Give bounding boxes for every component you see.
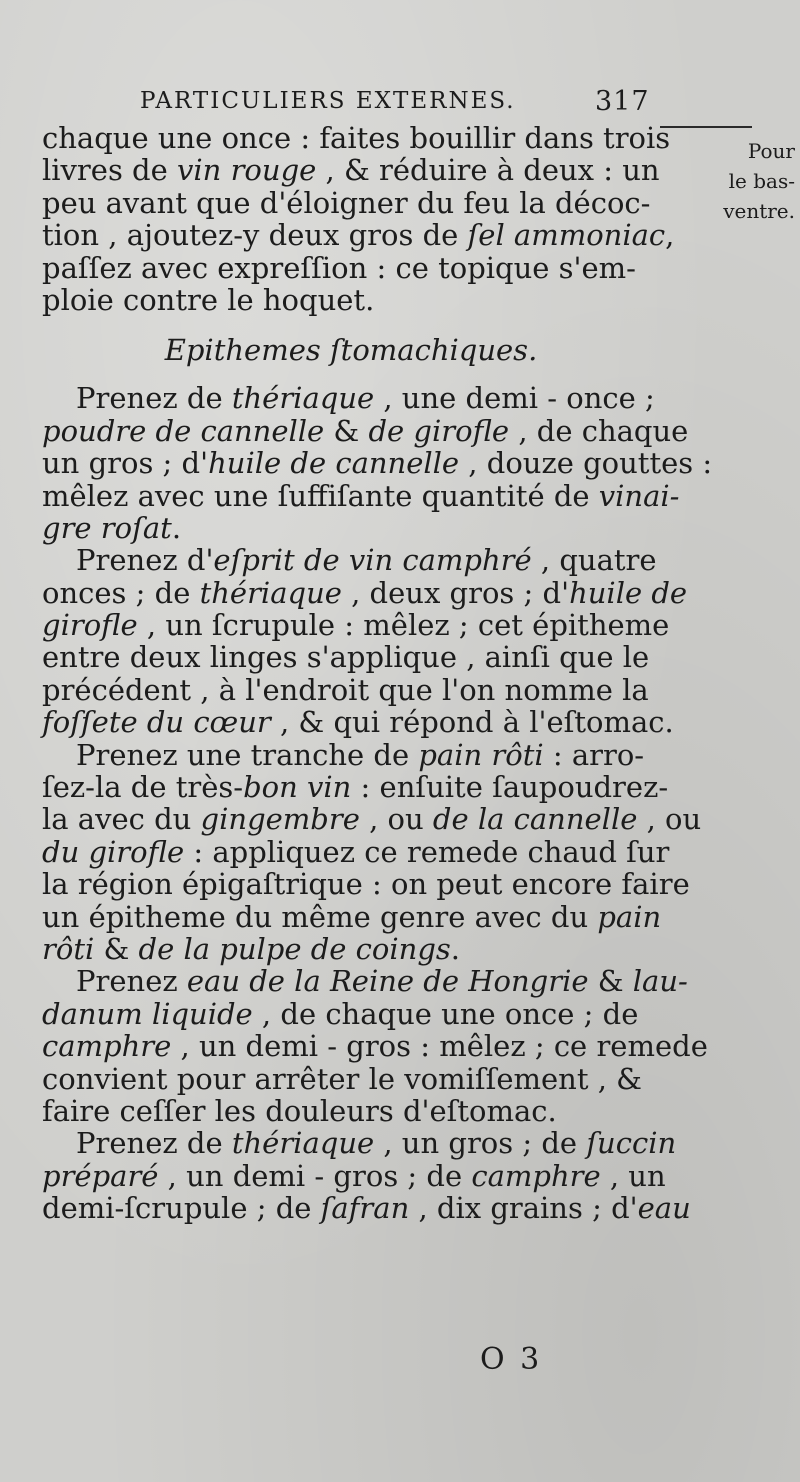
text-line <box>42 446 713 481</box>
text-line <box>42 154 660 186</box>
text-line <box>42 770 669 805</box>
text-run: , un ſcrupule : mêlez ; cet épitheme <box>137 608 670 643</box>
text-run: , douze gouttes : <box>459 446 713 481</box>
text-run: : arro- <box>543 737 645 772</box>
italic-run: ſel ammoniac <box>467 218 666 253</box>
text-run: : enſuite ſaupoudrez- <box>351 770 669 805</box>
text-line <box>42 739 660 771</box>
text-run: & <box>588 964 633 999</box>
text-line <box>42 1029 708 1064</box>
text-run: Prenez de <box>76 1126 232 1161</box>
text-run: Prenez <box>76 964 187 999</box>
text-run: , ou <box>637 802 702 837</box>
italic-run: thériaque <box>231 381 375 416</box>
text-run: tion , ajoutez-y deux gros de <box>42 218 468 253</box>
text-run: entre deux linges s'applique , ainſi que le <box>42 640 650 675</box>
italic-run: eau de la Reine de Hongrie <box>186 964 589 999</box>
text-line <box>42 705 674 740</box>
italic-run: danum liquide <box>42 996 253 1031</box>
italic-run: de la pulpe de coings <box>138 931 451 966</box>
text-line <box>42 1095 660 1127</box>
text-run: , <box>665 218 675 253</box>
text-line <box>42 478 680 513</box>
text-run: , quatre <box>531 543 657 578</box>
text-run: , une demi - once ; <box>374 381 655 416</box>
text-line <box>42 998 660 1030</box>
running-title: PARTICULIERS EXTERNES. <box>140 88 516 114</box>
text-run: faire ceſſer les douleurs d'eſtomac. <box>42 1093 557 1128</box>
italic-run: pain <box>597 899 662 934</box>
text-line <box>42 608 670 643</box>
italic-run: bon vin <box>243 770 352 805</box>
text-run: . <box>450 931 460 966</box>
text-line <box>42 802 702 837</box>
italic-run: lau- <box>632 964 688 999</box>
text-run: onces ; de <box>42 575 200 610</box>
italic-run: girofle <box>42 608 138 643</box>
text-line <box>42 834 670 869</box>
text-run: demi-ſcrupule ; de <box>42 1191 321 1226</box>
text-line <box>42 674 660 706</box>
running-header <box>140 86 660 117</box>
text-line <box>42 933 660 965</box>
italic-run: ſuccin <box>586 1126 677 1161</box>
text-run: Prenez de <box>76 381 232 416</box>
text-line <box>42 252 660 284</box>
text-run: , de chaque <box>509 413 689 448</box>
text-line <box>42 544 660 576</box>
section-title-text: Epithemes ſtomachiques. <box>164 333 538 368</box>
italic-run: du girofle <box>42 834 185 869</box>
text-line <box>42 1158 666 1193</box>
text-run: peu avant que d'éloigner du feu la décoc- <box>42 185 651 220</box>
text-line <box>42 218 675 253</box>
text-line <box>42 187 660 219</box>
italic-run: gre roſat <box>42 510 172 545</box>
text-run: la région épigaſtrique : on peut encore faire <box>42 867 690 902</box>
italic-run: huile de cannelle <box>208 446 460 481</box>
text-run: , de chaque une once ; de <box>252 996 639 1031</box>
margin-note-line: Pour <box>747 139 795 163</box>
italic-run: vinai- <box>598 478 680 513</box>
italic-run: thériaque <box>199 575 342 610</box>
text-line <box>42 964 688 999</box>
text-run: convient pour arrêter le vomiſſement , & <box>42 1061 642 1096</box>
text-run: livres de <box>42 153 178 188</box>
text-run: Prenez une tranche de <box>76 737 419 772</box>
text-run: : appliquez ce remede chaud ſur <box>184 834 670 869</box>
italic-run: poudre de cannelle <box>42 413 325 448</box>
italic-run: vin rouge <box>177 153 317 188</box>
text-run: , & qui répond à l'eſtomac. <box>270 705 674 740</box>
text-run: , deux gros ; d' <box>341 575 570 610</box>
italic-run: eau <box>637 1191 691 1226</box>
margin-note-line: le bas- <box>728 169 795 193</box>
page-number: 317 <box>595 86 650 117</box>
text-line <box>42 867 690 902</box>
text-run: précédent , à l'endroit que l'on nomme la <box>42 672 649 707</box>
text-line <box>42 641 660 673</box>
margin-rule <box>660 126 752 128</box>
margin-note-line: ventre. <box>723 199 795 223</box>
italic-run: camphre <box>471 1158 601 1193</box>
body-text <box>42 121 713 1226</box>
text-run: mêlez avec une ſuffiſante quantité de <box>42 478 599 513</box>
text-run: un gros ; d' <box>42 446 209 481</box>
text-line <box>42 121 671 155</box>
text-line <box>42 413 689 448</box>
text-run: Prenez d' <box>76 543 214 578</box>
text-run: ploie contre le hoquet. <box>42 282 375 317</box>
text-line <box>42 1191 691 1226</box>
text-run: ſez-la de très- <box>42 770 244 805</box>
text-run: la avec du <box>42 802 201 837</box>
text-line <box>42 1063 660 1095</box>
italic-run: pain rôti <box>418 737 544 772</box>
italic-run: rôti <box>42 931 95 966</box>
signature-mark: O 3 <box>480 1342 543 1377</box>
margin-note <box>670 136 795 226</box>
italic-run: de girofle <box>368 413 510 448</box>
italic-run: thériaque <box>231 1126 375 1161</box>
text-run: & <box>94 931 139 966</box>
text-run: , un <box>600 1158 666 1193</box>
text-line <box>42 382 660 414</box>
section-title <box>42 334 660 366</box>
text-run: , un demi - gros : mêlez ; ce remede <box>171 1029 708 1064</box>
text-run: paſſez avec expreſſion : ce topique s'em- <box>42 250 636 285</box>
text-run: un épitheme du même genre avec du <box>42 899 598 934</box>
italic-run: huile de <box>569 575 688 610</box>
text-run: , dix grains ; d' <box>409 1191 638 1226</box>
italic-run: camphre <box>42 1029 172 1064</box>
italic-run: foſſete du cœur <box>42 705 271 740</box>
text-line <box>42 1126 677 1161</box>
text-run: , ou <box>359 802 433 837</box>
text-run: . <box>171 510 182 545</box>
italic-run: ſafran <box>320 1191 410 1226</box>
text-run: , un gros ; de <box>374 1126 587 1161</box>
italic-run: eſprit de vin camphré <box>213 543 532 578</box>
italic-run: gingembre <box>200 802 360 837</box>
text-run: , & réduire à deux : un <box>316 153 660 188</box>
italic-run: préparé <box>42 1158 159 1193</box>
text-run: & <box>324 413 369 448</box>
text-line <box>42 284 660 316</box>
text-run: chaque une once : faites bouillir dans trois <box>42 121 671 155</box>
italic-run: de la cannelle <box>432 802 638 837</box>
text-line <box>42 512 660 544</box>
text-run: , un demi - gros ; de <box>158 1158 472 1193</box>
text-line <box>42 575 688 610</box>
text-line <box>42 901 660 933</box>
